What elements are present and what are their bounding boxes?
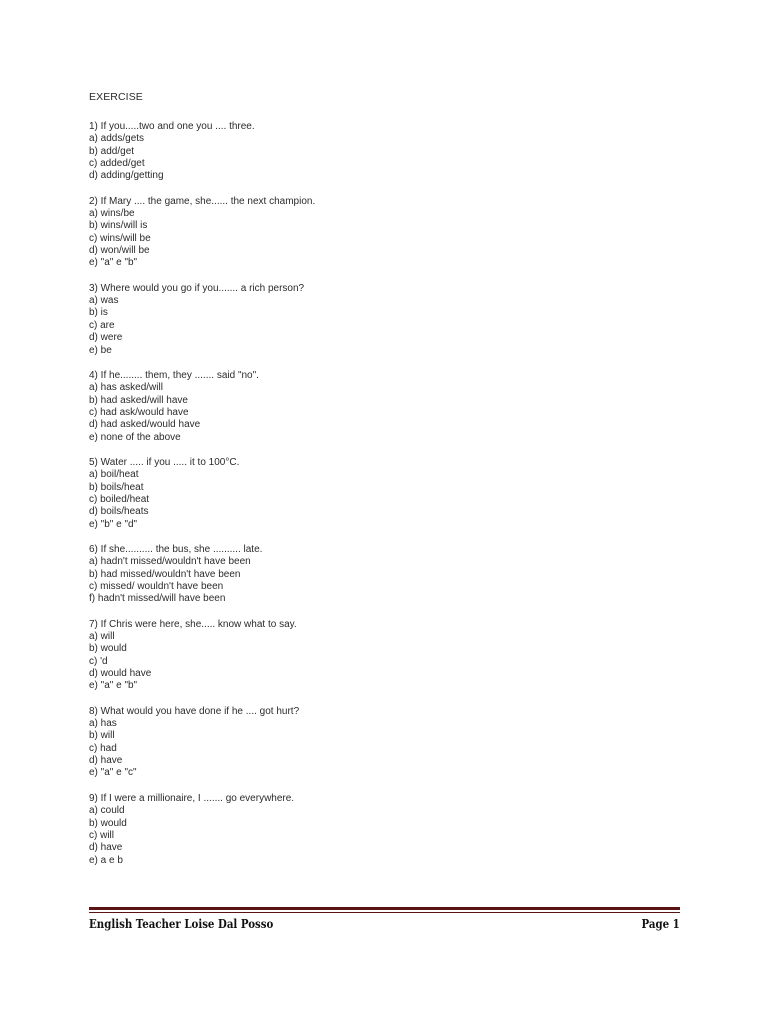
question-prompt: 5) Water ..... if you ..... it to 100°C. bbox=[89, 456, 240, 468]
answer-option: d) have bbox=[89, 842, 123, 854]
answer-option: c) had bbox=[89, 742, 117, 754]
answer-option: c) 'd bbox=[89, 655, 108, 667]
question-block bbox=[89, 370, 689, 444]
exercise-content bbox=[89, 91, 689, 880]
answer-option: a) wins/be bbox=[89, 208, 135, 220]
answer-option: b) would bbox=[89, 817, 127, 829]
question-prompt: 3) Where would you go if you....... a rich person? bbox=[89, 282, 305, 294]
question-block bbox=[89, 196, 689, 270]
answer-option: a) boil/heat bbox=[89, 469, 139, 481]
answer-option: c) had ask/would have bbox=[89, 406, 189, 418]
question-list bbox=[89, 121, 689, 867]
answer-option: e) "a" e "c" bbox=[89, 767, 137, 779]
answer-option: c) wins/will be bbox=[89, 232, 151, 244]
answer-option: c) added/get bbox=[89, 158, 145, 170]
answer-option: a) was bbox=[89, 295, 119, 307]
answer-option: a) will bbox=[89, 631, 115, 643]
answer-option: c) boiled/heat bbox=[89, 493, 150, 505]
footer-author: English Teacher Loise Dal Posso bbox=[89, 917, 274, 931]
question-prompt: 8) What would you have done if he .... got hurt? bbox=[89, 705, 300, 717]
answer-option: e) be bbox=[89, 344, 112, 356]
answer-option: a) could bbox=[89, 805, 125, 817]
question-block bbox=[89, 283, 689, 357]
footer-rule-thick bbox=[89, 907, 680, 910]
question-block bbox=[89, 793, 689, 867]
answer-option: e) none of the above bbox=[89, 431, 181, 443]
answer-option: b) will bbox=[89, 730, 115, 742]
question-block bbox=[89, 121, 689, 183]
footer-rule-thin bbox=[89, 912, 680, 913]
answer-option: d) boils/heats bbox=[89, 506, 149, 518]
question-block bbox=[89, 544, 689, 606]
answer-option: e) a e b bbox=[89, 854, 123, 866]
answer-option: b) had asked/will have bbox=[89, 394, 188, 406]
answer-option: b) add/get bbox=[89, 145, 135, 157]
question-block bbox=[89, 457, 689, 531]
answer-option: e) "b" e "d" bbox=[89, 518, 138, 530]
answer-option: e) "a" e "b" bbox=[89, 680, 138, 692]
answer-option: a) has asked/will bbox=[89, 382, 163, 394]
answer-option: c) missed/ wouldn't have been bbox=[89, 581, 224, 592]
question-prompt: 9) If I were a millionaire, I ....... go everywhere. bbox=[89, 792, 295, 804]
footer-row bbox=[89, 917, 680, 931]
answer-option: d) were bbox=[89, 332, 123, 344]
question-block bbox=[89, 706, 689, 780]
answer-option: b) would bbox=[89, 643, 127, 655]
question-prompt: 7) If Chris were here, she..... know what to say. bbox=[89, 618, 297, 630]
question-prompt: 6) If she.......... the bus, she .......... late. bbox=[89, 543, 263, 555]
question-block bbox=[89, 619, 689, 693]
answer-option: d) won/will be bbox=[89, 245, 150, 257]
answer-option: d) adding/getting bbox=[89, 170, 164, 182]
answer-option: a) has bbox=[89, 718, 117, 730]
answer-option: d) have bbox=[89, 755, 123, 767]
answer-option: e) "a" e "b" bbox=[89, 257, 138, 269]
answer-option: b) wins/will is bbox=[89, 220, 148, 232]
question-prompt: 1) If you.....two and one you .... three. bbox=[89, 121, 255, 132]
answer-option: b) had missed/wouldn't have been bbox=[89, 568, 241, 580]
document-title: EXERCISE bbox=[89, 91, 143, 103]
answer-option: b) is bbox=[89, 307, 108, 319]
footer-page-number: Page 1 bbox=[641, 917, 680, 931]
question-prompt: 2) If Mary .... the game, she...... the next champion. bbox=[89, 195, 316, 207]
answer-option: d) would have bbox=[89, 668, 152, 680]
answer-option: a) adds/gets bbox=[89, 133, 145, 145]
answer-option: d) had asked/would have bbox=[89, 419, 201, 431]
answer-option: b) boils/heat bbox=[89, 481, 144, 493]
answer-option: c) are bbox=[89, 319, 115, 331]
question-prompt: 4) If he........ them, they ....... said "no". bbox=[89, 369, 259, 381]
page-footer bbox=[89, 907, 680, 931]
answer-option: f) hadn't missed/will have been bbox=[89, 593, 226, 605]
answer-option: a) hadn't missed/wouldn't have been bbox=[89, 556, 251, 568]
answer-option: c) will bbox=[89, 829, 114, 841]
